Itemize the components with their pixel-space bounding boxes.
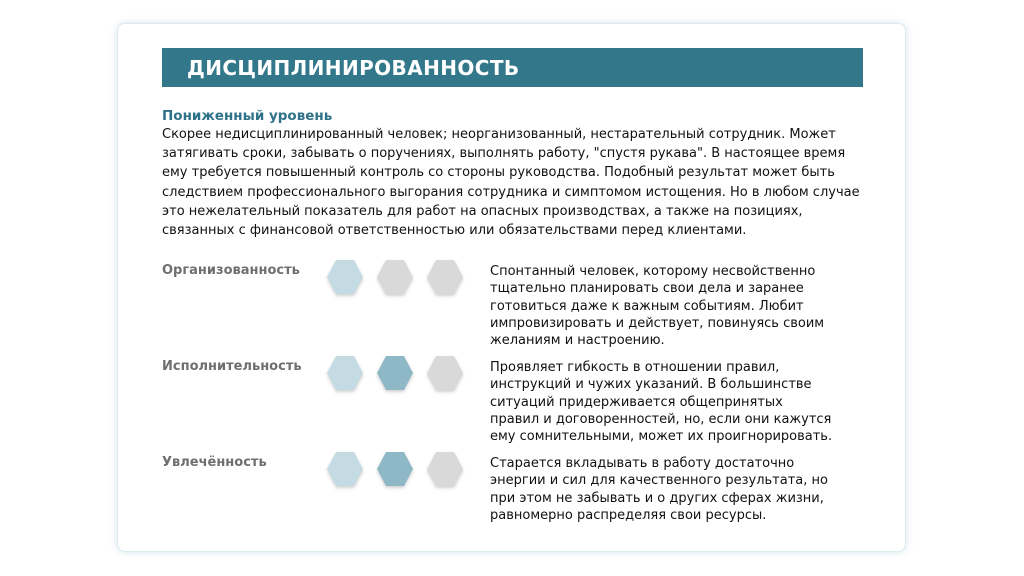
hexagon-icon [327, 452, 377, 486]
report-card [117, 23, 906, 552]
trait-row-engagement [118, 455, 907, 565]
hexagon-icon [377, 260, 427, 294]
trait-description: Старается вкладывать в работу достаточно энергии и сил для качественного результата, но при этом не забывать и о других сферах жизни, равномерно распределяя свои ресурсы. [490, 456, 828, 523]
level-indicator [327, 452, 477, 486]
hexagon-icon [377, 356, 427, 390]
hexagon-icon [377, 452, 427, 486]
trait-description: Спонтанный человек, которому несвойственно тщательно планировать свои дела и заранее готовиться даже к важным событиям. Любит импровизировать и действует, повинуясь своим желаниям и настроению. [490, 264, 825, 349]
trait-row-execution [118, 359, 907, 469]
trait-row-organization [118, 263, 907, 373]
trait-description: Проявляет гибкость в отношении правил, инструкций и чужих указаний. В большинстве ситуаций придерживается общепринятых правил и договоренностей, но, если они кажутся ему сомнительными, может их проигнорировать. [490, 360, 833, 445]
hexagon-icon [427, 260, 477, 294]
trait-label: Исполнительность [162, 359, 302, 374]
level-description: Скорее недисциплинированный человек; неорганизованный, нестарательный сотрудник. Может затягивать сроки, забывать о поручениях, выполнять работу, "спустя рукава". В настоящее время ему требуется повышенный контроль со стороны руководства. Подобный результат может быть следствием профессионального выгорания сотрудника и симптомом истощения. Но в любом случае это нежелательный показатель для работ на опасных производствах, а также на позициях, связанных с финансовой ответственностью или обязательствами перед клиентами. [162, 127, 860, 239]
level-indicator [327, 260, 477, 294]
trait-label: Увлечённость [162, 455, 267, 470]
hexagon-icon [427, 356, 477, 390]
section-title: ДИСЦИПЛИНИРОВАННОСТЬ [187, 55, 520, 80]
hexagon-icon [327, 356, 377, 390]
hexagon-icon [427, 452, 477, 486]
hexagon-icon [327, 260, 377, 294]
level-indicator [327, 356, 477, 390]
trait-label: Организованность [162, 263, 300, 278]
section-header [162, 48, 863, 87]
level-title: Пониженный уровень [162, 108, 333, 124]
